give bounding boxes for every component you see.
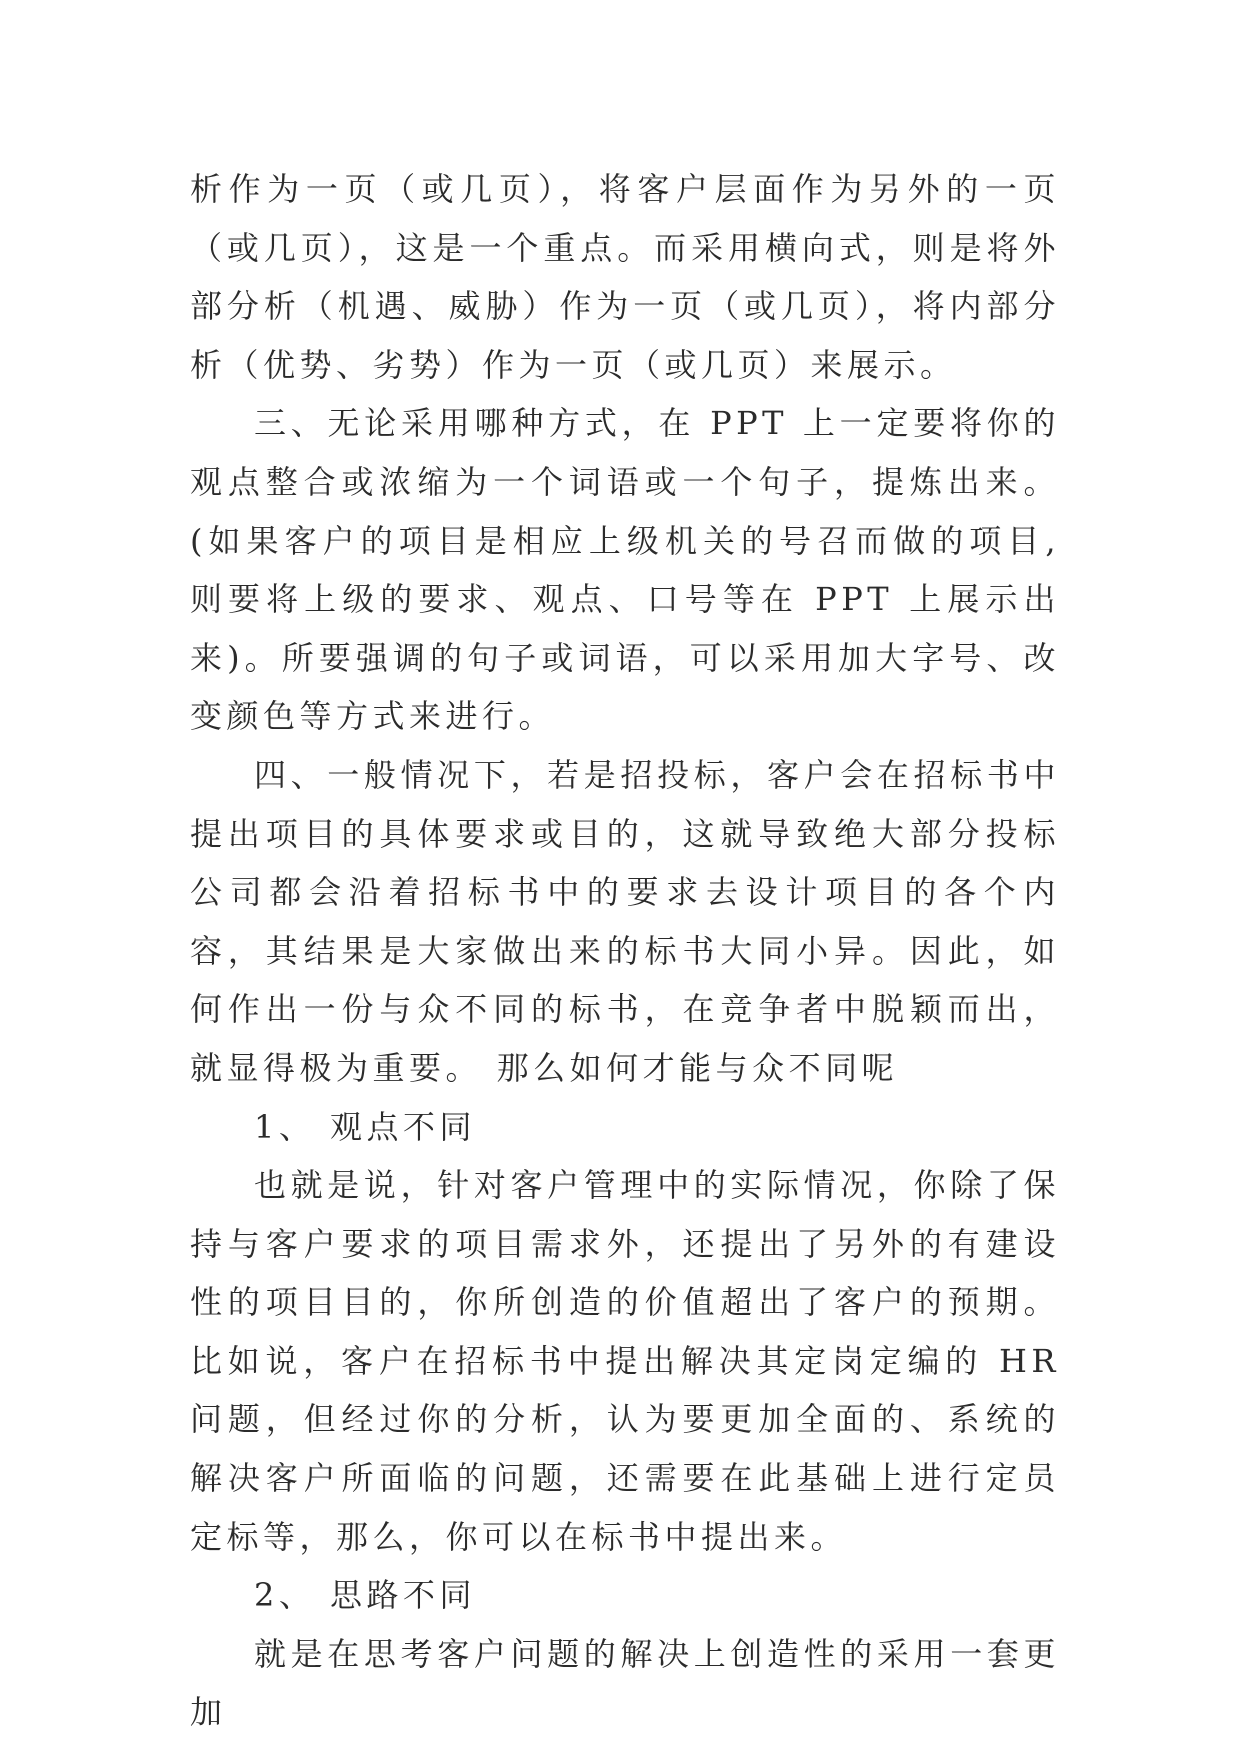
paragraph-approach-explanation: 就是在思考客户问题的解决上创造性的采用一套更加 (190, 1634, 1060, 1732)
document-body (190, 160, 1060, 1742)
subheading-approach-different: 2、 思路不同 (254, 1576, 477, 1615)
subheading-viewpoint-different: 1、 观点不同 (254, 1107, 477, 1146)
paragraph-point-four: 四、一般情况下，若是招投标，客户会在招标书中提出项目的具体要求或目的，这就导致绝大部分投标公司都会沿着招标书中的要求去设计项目的各个内容，其结果是大家做出来的标书大同小异。因此，如何作出一份与众不同的标书，在竞争者中脱颖而出，就显得极为重要。 那么如何才能与众不同呢 (190, 755, 1060, 1087)
paragraph-continuation: 析作为一页（或几页），将客户层面作为另外的一页（或几页），这是一个重点。而采用横向式，则是将外部分析（机遇、威胁）作为一页（或几页），将内部分析（优势、劣势）作为一页（或几页）来展示。 (190, 170, 1060, 384)
paragraph-viewpoint-explanation: 也就是说，针对客户管理中的实际情况，你除了保持与客户要求的项目需求外，还提出了另外的有建设性的项目目的，你所创造的价值超出了客户的预期。比如说，客户在招标书中提出解决其定岗定编的 HR 问题，但经过你的分析，认为要更加全面的、系统的解决客户所面临的问题，还需要在此基础上进行定员定标等，那么，你可以在标书中提出来。 (190, 1166, 1060, 1556)
paragraph-point-three: 三、无论采用哪种方式，在 PPT 上一定要将你的观点整合或浓缩为一个词语或一个句子，提炼出来。(如果客户的项目是相应上级机关的号召而做的项目,则要将上级的要求、观点、口号等在 PPT 上展示出来)。所要强调的句子或词语，可以采用加大字号、改变颜色等方式来进行。 (190, 404, 1060, 736)
